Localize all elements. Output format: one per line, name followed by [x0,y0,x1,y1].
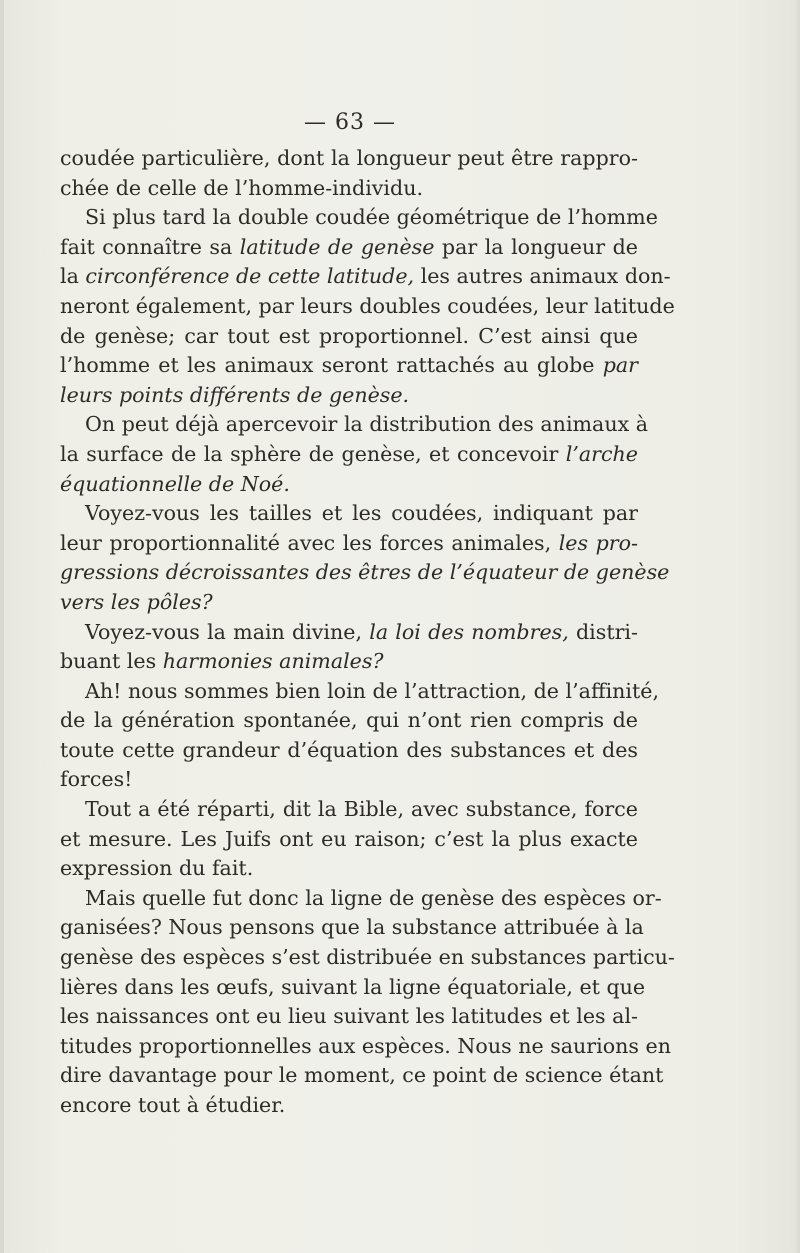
text-line [60,440,638,470]
text-line [60,884,662,914]
text-run: Ah! nous sommes bien loin de l’attraction, de l’affinité, [85,678,660,703]
italic-text: circonférence de cette latitude, [85,264,415,289]
text-line [60,499,638,529]
text-line [60,943,675,973]
text-line [60,558,670,588]
italic-text: gressions décroissantes des êtres de l’équateur de genèse [60,560,670,585]
text-run: distri- [568,619,638,644]
text-line [60,825,638,855]
text-run: dire davantage pour le moment, ce point de science étant [60,1063,664,1088]
italic-text: la loi des nombres, [369,619,569,644]
text-run: coudée particulière, dont la longueur peut être rappro- [60,146,638,170]
text-run: Voyez-vous la main divine, [85,619,370,644]
text-line [60,292,675,322]
page-left-edge [0,0,4,1253]
italic-text: l’arche [565,441,638,466]
text-run: genèse des espèces s’est distribuée en substances particu- [60,945,675,970]
text-line [60,973,646,1003]
text-line [60,144,638,174]
text-run: toute cette grandeur d’équation des substances et des [60,737,638,762]
text-run: expression du fait. [60,856,254,881]
text-line [60,322,638,352]
text-line [60,1032,671,1062]
text-run: Voyez-vous les tailles et les coudées, indiquant par [85,501,638,526]
text-run: chée de celle de l’homme-individu. [60,175,424,200]
text-line [60,647,638,677]
text-line [60,677,660,707]
text-line [60,736,638,766]
text-run: Mais quelle fut donc la ligne de genèse des espèces or- [85,885,662,910]
text-line [60,1091,638,1121]
text-run: titudes proportionnelles aux espèces. Nous ne saurions en [60,1033,671,1058]
text-line [60,618,638,648]
body-text [60,144,675,1121]
text-line [60,765,638,795]
text-run: et mesure. Les Juifs ont eu raison; c’est la plus exacte [60,826,638,851]
italic-text: équationnelle de Noé. [60,471,290,496]
text-run: Tout a été réparti, dit la Bible, avec substance, force [85,797,638,822]
text-run: les autres animaux don- [414,264,671,289]
text-run: Si plus tard la double coudée géométrique de l’homme [85,205,658,230]
text-run: fait connaître sa [60,234,240,259]
italic-text: par [602,353,638,378]
text-run: On peut déjà apercevoir la distribution des animaux à [85,412,649,437]
text-run: l’homme et les animaux seront rattachés au globe [60,353,603,378]
italic-text: vers les pôles? [60,589,213,614]
text-line [60,795,638,825]
page-right-edge [794,0,800,1253]
text-line [60,410,649,440]
text-run: neront également, par leurs doubles coudées, leur latitude [60,293,675,318]
italic-text: leurs points différents de genèse. [60,382,410,407]
text-line [60,913,644,943]
text-line [60,351,638,381]
text-line [60,262,671,292]
page-number [0,110,700,135]
text-run: la surface de la sphère de genèse, et concevoir [60,441,566,466]
text-line [60,381,638,411]
text-line [60,706,638,736]
page-number-label: — 63 — [304,110,396,135]
text-run: forces! [60,767,133,792]
text-line [60,1061,664,1091]
text-run: buant les [60,649,163,674]
text-run: la [60,264,86,289]
italic-text: harmonies animales? [162,649,384,674]
text-run: par la longueur de [434,234,638,259]
text-line [60,174,638,204]
text-line [60,470,638,500]
text-run: encore tout à étudier. [60,1093,286,1117]
text-line [60,529,638,559]
text-line [60,854,638,884]
text-line [60,203,658,233]
text-run: lières dans les œufs, suivant la ligne équatoriale, et que [60,974,646,999]
text-run: ganisées? Nous pensons que la substance attribuée à la [60,915,644,940]
italic-text: latitude de genèse [239,234,435,259]
text-line [60,588,638,618]
text-run: leur proportionnalité avec les forces animales, [60,530,559,555]
text-line [60,233,638,263]
italic-text: les pro- [558,530,638,555]
text-run: les naissances ont eu lieu suivant les latitudes et les al- [60,1004,638,1029]
text-run: de la génération spontanée, qui n’ont rien compris de [60,708,638,733]
text-run: de genèse; car tout est proportionnel. C’est ainsi que [60,323,638,348]
text-line [60,1002,638,1032]
